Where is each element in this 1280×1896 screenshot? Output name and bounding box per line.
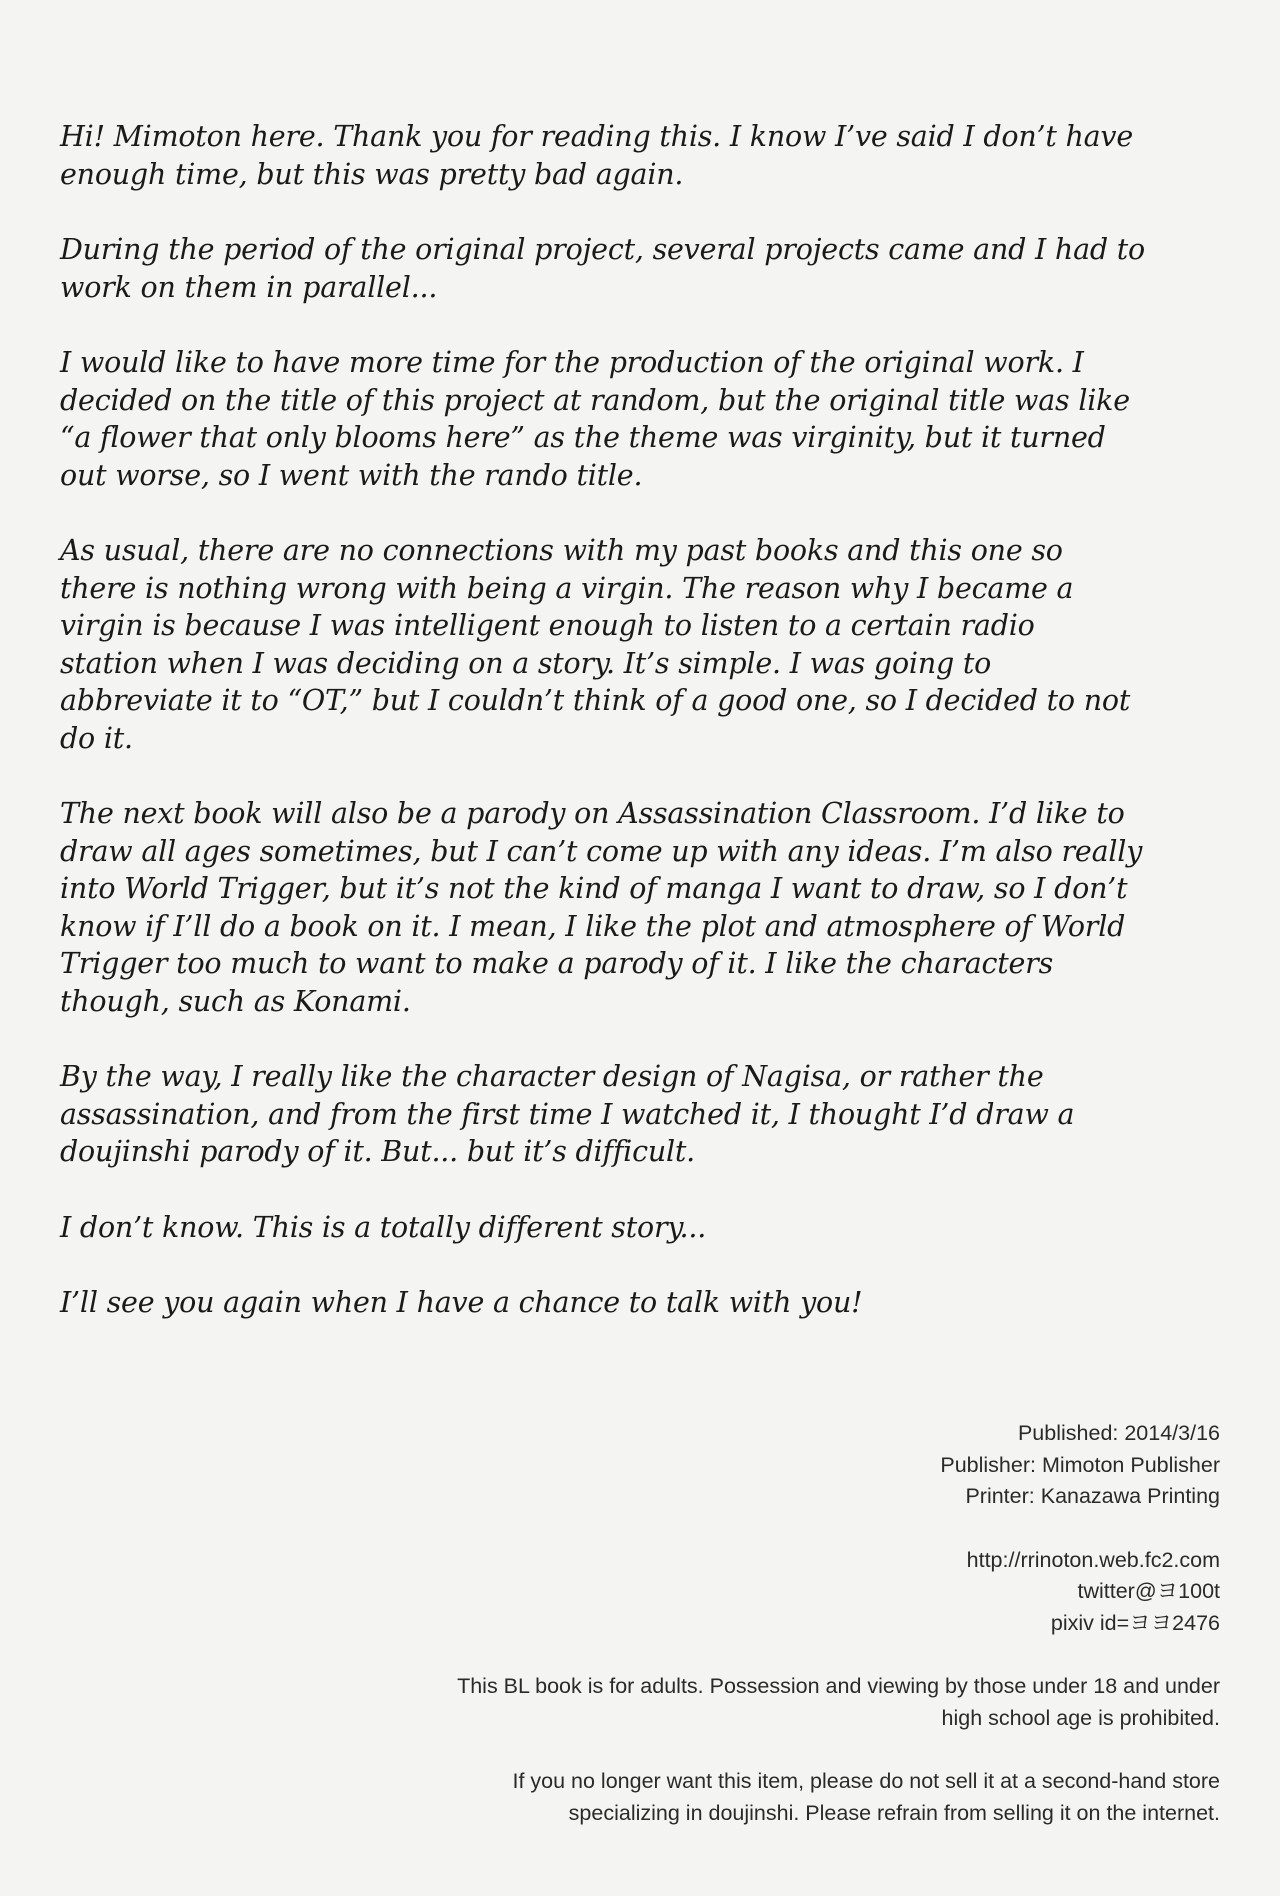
afterword-message (60, 118, 1230, 1360)
colophon (220, 1418, 1220, 1861)
afterword-paragraph-7: I don’t know. This is a totally different story... (60, 1210, 707, 1244)
publication-info: Published: 2014/3/16 Publisher: Mimoton Publisher Printer: Kanazawa Printing (940, 1421, 1220, 1508)
adult-notice: This BL book is for adults. Possession and viewing by those under 18 and under high school age is prohibited. (457, 1674, 1220, 1730)
resale-notice: If you no longer want this item, please do not sell it at a second-hand store specializing in doujinshi. Please refrain from selling it on the internet. (512, 1769, 1220, 1825)
afterword-paragraph-6: By the way, I really like the character design of Nagisa, or rather the assassination, and from the first time I watched it, I thought I’d draw a doujinshi parody of it. But... but it’s difficult. (60, 1060, 1075, 1168)
afterword-paragraph-2: During the period of the original project, several projects came and I had to work on them in parallel... (60, 233, 1145, 304)
afterword-paragraph-1: Hi! Mimoton here. Thank you for reading this. I know I’ve said I don’t have enough time, but this was pretty bad again. (60, 120, 1133, 191)
afterword-paragraph-8: I’ll see you again when I have a chance to talk with you! (60, 1286, 863, 1319)
afterword-paragraph-3: I would like to have more time for the production of the original work. I decided on the title of this project at random, but the original title was like “a flower that only blooms here” as the theme was virginity, but it turned out worse, so I went with the rando title. (60, 346, 1130, 492)
afterword-paragraph-4: As usual, there are no connections with my past books and this one so there is nothing wrong with being a virgin. The reason why I became a virgin is because I was intelligent enough to listen to a certain radio station when I was deciding on a story. It’s simple. I was going to abbreviate it to “OT,” but I couldn’t think of a good one, so I decided to not do it. (60, 534, 1131, 755)
contact-info: http://rrinoton.web.fc2.com twitter@ヨ100t pixiv id=ヨヨ2476 (966, 1547, 1220, 1635)
afterword-paragraph-5: The next book will also be a parody on Assassination Classroom. I’d like to draw all ages sometimes, but I can’t come up with any ideas. I’m also really into World Trigger, but it’s not the kind of manga I want to draw, so I don’t know if I’ll do a book on it. I mean, I like the plot and atmosphere of World Trigger too much to want to make a parody of it. I like the characters though, such as Konami. (60, 797, 1143, 1018)
